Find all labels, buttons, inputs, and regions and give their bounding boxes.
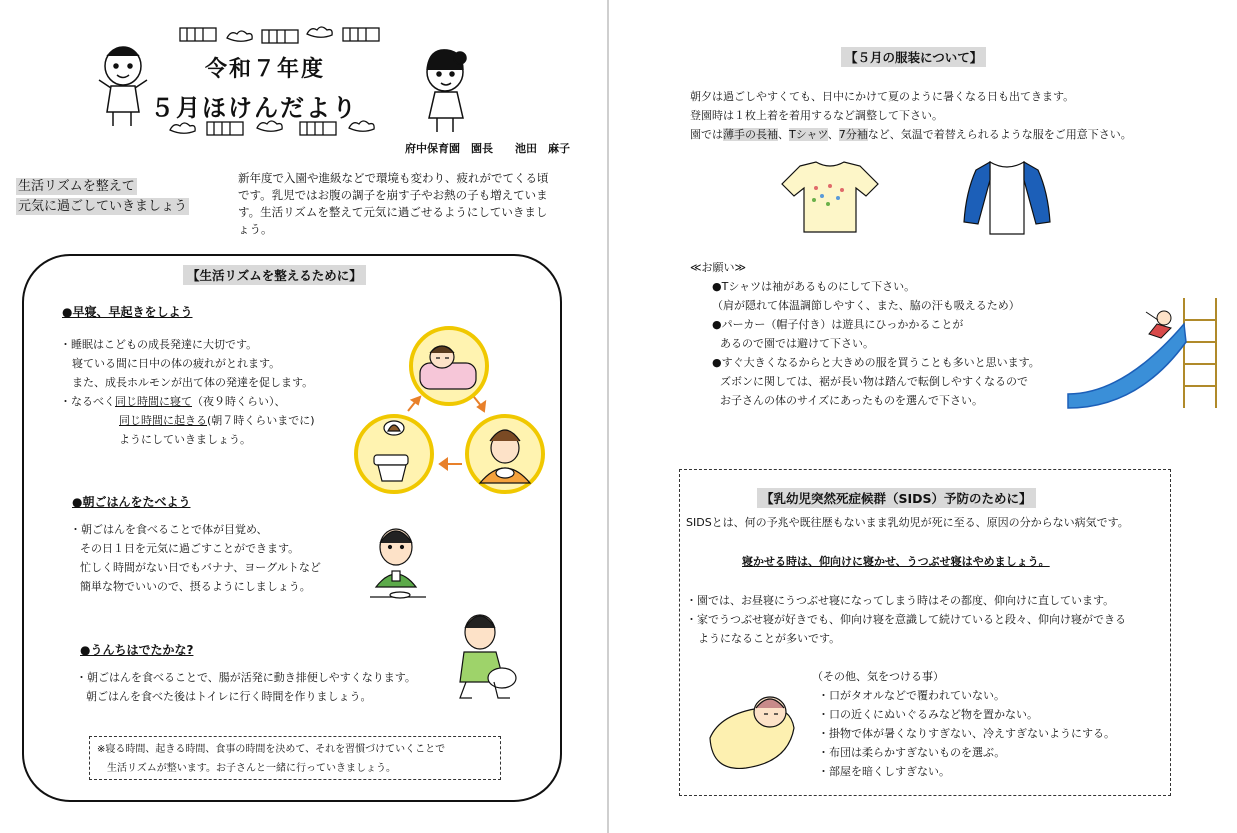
request-line-3: ●パーカー（帽子付き）は遊具にひっかかることが [712,318,964,331]
sleep-line-3: また、成長ホルモンが出て体の発達を促します。 [72,376,314,389]
request-heading: ≪お願い≫ [690,261,747,274]
clothing-line-3-prefix: 園では [690,128,723,141]
intro-heading-line2: 元気に過ごしていきましょう [18,199,188,214]
sids-other-item-4: ・布団は柔らかすぎないものを選ぶ。 [818,746,1006,759]
sids-line-3: ようになることが多いです。 [698,632,841,645]
author-name: 府中保育園 園長 池田 麻子 [405,142,570,155]
tshirt-illustration [780,160,880,235]
page-divider [607,0,609,833]
sids-intro: SIDSとは、何の予兆や既往歴もないまま乳幼児が死に至る、原因の分からない病気です。 [686,516,1129,529]
sids-line-1: ・園では、お昼寝にうつぶせ寝になってしまう時はその都度、仰向けに直しています。 [686,594,1115,607]
sids-other-item-2: ・口の近くにぬいぐるみなど物を置かない。 [818,708,1038,721]
clothing-line-1: 朝夕は過ごしやすくても、日中にかけて夏のように暑くなる日も出てきます。 [690,90,1075,103]
sleep-line-1: ・睡眠はこどもの成長発達に大切です。 [60,338,258,351]
poop-heading: ●うんちはでたかな? [80,643,194,657]
sleep-line-2: 寝ている間に日中の体の疲れがとれます。 [72,357,281,370]
intro-text-4: ょう。 [238,222,273,236]
sleep-line-4-suffix: （夜９時くらい）、 [192,395,286,408]
request-line-1: ●Tシャツは袖があるものにして下さい。 [712,280,916,293]
clothing-line-3-sep-1: 、 [778,128,789,141]
poop-line-1: ・朝ごはんを食べることで、腸が活発に動き排便しやすくなります。 [76,671,416,684]
request-line-7: お子さんの体のサイズにあったものを選んで下さい。 [720,394,984,407]
breakfast-line-2: その日１日を元気に過ごすことができます。 [80,542,300,555]
request-line-6: ズボンに関しては、裾が長い物は踏んで転倒しやすくなるので [720,375,1028,388]
intro-text-1: 新年度で入園や進級などで環境も変わり、疲れがでてくる頃 [238,171,549,185]
sleep-line-5-emphasis: 同じ時間に起きる [119,414,207,427]
rhythm-section-title: 【生活リズムを整えるために】 [183,265,366,285]
clothing-highlight-tshirt: Tシャツ [789,128,828,141]
sids-line-2: ・家でうつぶせ寝が好きでも、仰向け寝を意識して続けていると段々、仰向け寝ができる [686,613,1126,626]
slide-illustration [1066,290,1226,415]
clothing-line-2: 登園時は１枚上着を着用するなど調整して下さい。 [690,109,943,122]
breakfast-line-3: 忙しく時間がない日でもバナナ、ヨーグルトなど [80,561,321,574]
clothing-line-3-suffix: など、気温で着替えられるような服をご用意下さい。 [867,128,1132,141]
request-line-2: （肩が隠れて体温調節しやすく、また、脇の汗も吸えるため） [712,299,1020,312]
sids-section-title: 【乳幼児突然死症候群（SIDS）予防のために】 [757,488,1036,508]
clothing-highlight-three-quarter: 7分袖 [838,128,868,141]
sleep-line-4-emphasis: 同じ時間に寝て [115,395,192,408]
sleep-line-4 [60,395,286,409]
sids-other-item-5: ・部屋を暗くしすぎない。 [818,765,950,778]
clothing-section-title: 【５月の服装について】 [841,47,986,67]
poop-line-2: 朝ごはんを食べた後はトイレに行く時間を作りましょう。 [86,690,372,703]
koinobori-decoration-top [175,24,415,54]
girl-illustration [415,48,475,138]
rhythm-note-line-1: ※寝る時間、起きる時間、食事の時間を決めて、それを習慣づけていくことで [97,744,446,755]
sids-other-item-3: ・掛物で体が暑くなりすぎない、冷えすぎないようにする。 [818,727,1115,740]
sleep-line-6: ようにしていきましょう。 [119,433,251,446]
intro-heading-line1: 生活リズムを整えて [18,179,135,194]
newsletter-title-year: 令和７年度 [205,57,326,82]
boy-illustration [95,42,155,132]
intro-text-3: す。生活リズムを整えて元気に過ごせるようにしていきまし [238,205,548,219]
clothing-line-3 [690,128,1132,142]
clothing-line-3-sep-2: 、 [827,128,839,141]
daily-cycle-illustration [352,323,552,495]
raglan-shirt-illustration [960,158,1055,238]
sids-other-heading: （その他、気をつける事） [812,670,944,683]
clothing-highlight-long-sleeve: 薄手の長袖 [723,128,778,141]
request-line-4: あるので園では避けて下さい。 [720,337,874,350]
sleep-heading: ●早寝、早起きをしよう [62,305,193,319]
intro-text-2: です。乳児ではお腹の調子を崩す子やお熱の子も増えていま [238,188,548,202]
sleeping-baby-illustration [704,688,804,773]
rhythm-note-line-2: 生活リズムが整います。お子さんと一緒に行っていきましょう。 [107,763,396,774]
newsletter-title-month: ５月ほけんだより [150,94,358,122]
sleep-line-4-prefix: ・なるべく [60,395,115,408]
sids-other-item-1: ・口がタオルなどで覆われていない。 [818,689,1005,702]
breakfast-line-4: 簡単な物でいいので、摂るようにしましょう。 [80,580,311,593]
breakfast-heading: ●朝ごはんをたべよう [72,495,191,509]
request-line-5: ●すぐ大きくなるからと大きめの服を買うことも多いと思います。 [712,356,1040,369]
breakfast-line-1: ・朝ごはんを食べることで体が目覚め、 [70,523,268,536]
child-on-potty-illustration [450,612,520,707]
sids-emphasis: 寝かせる時は、仰向けに寝かせ、うつぶせ寝はやめましょう。 [742,555,1050,568]
sleep-line-5 [119,414,315,428]
boy-eating-illustration [366,525,426,605]
sleep-line-5-suffix: (朝７時くらいまでに) [207,414,315,427]
